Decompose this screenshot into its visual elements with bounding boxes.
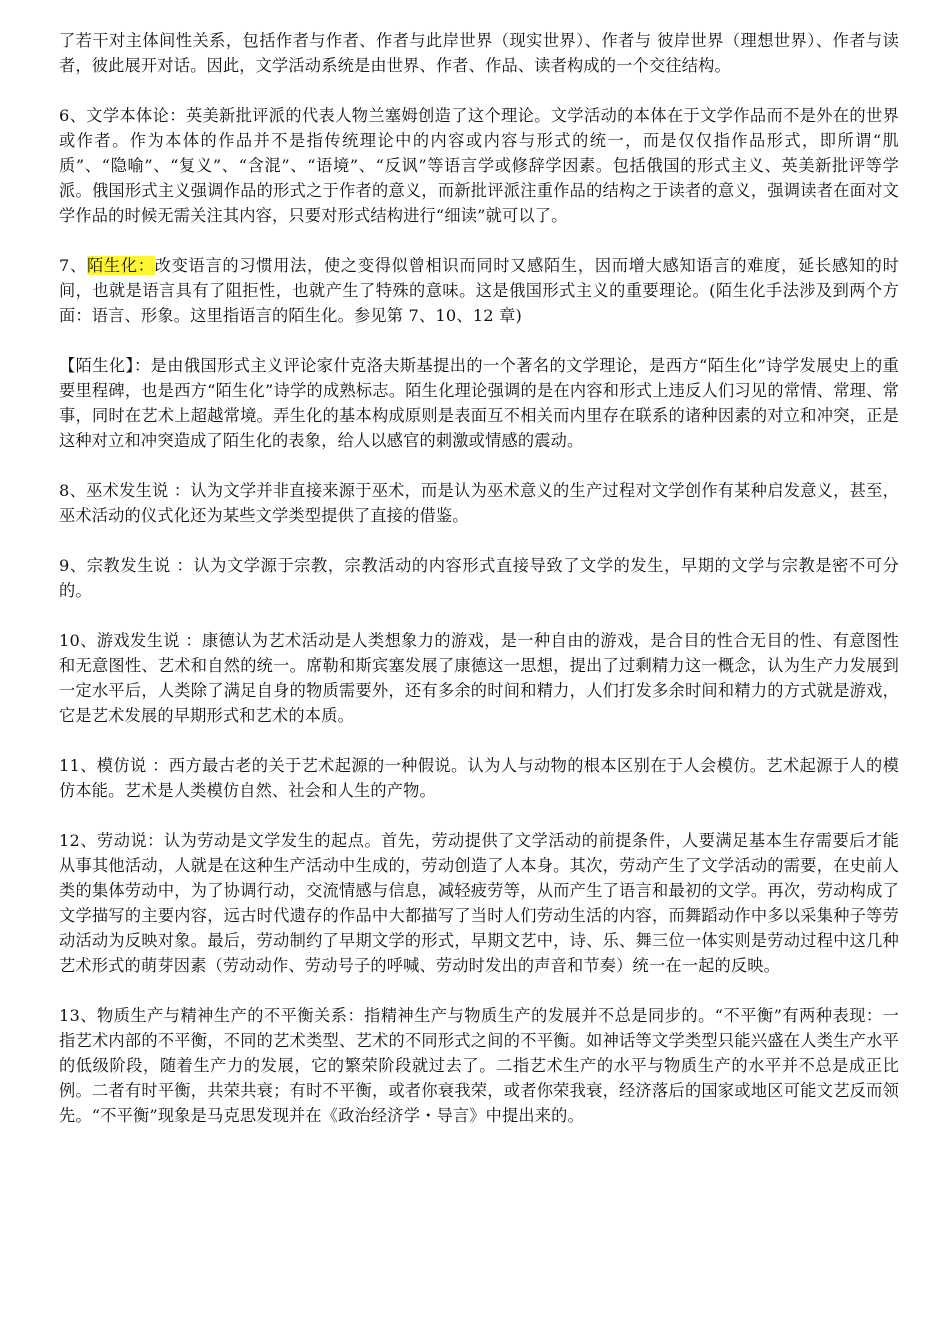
- document-page: [59, 28, 899, 1153]
- paragraph-religion-origin: 9、宗教发生说 ：认为文学源于宗教，宗教活动的内容形式直接导致了文学的发生，早期的文学与宗教是密不可分的。: [59, 556, 899, 600]
- paragraph-literary-ontology: 6、文学本体论：英美新批评派的代表人物兰塞姆创造了这个理论。文学活动的本体在于文学作品而不是外在的世界或作者。作为本体的作品并不是指传统理论中的内容或内容与形式的统一，而是仅仅指作品形式，即所谓“肌质”、“隐喻”、“复义”、“含混”、“语境”、“反讽”等语言学或修辞学因素。包括俄国的形式主义、英美新批评等学派。俄国形式主义强调作品的形式之于作者的意义，而新批评派注重作品的结构之于读者的意义，强调读者在面对文学作品的时候无需关注其内容，只要对形式结构进行“细读”就可以了。: [59, 106, 899, 225]
- paragraph-play-origin: 10、游戏发生说 ：康德认为艺术活动是人类想象力的游戏，是一种自由的游戏，是合目的性合无目的性、有意图性和无意图性、艺术和自然的统一。席勒和斯宾塞发展了康德这一思想，提出了过剩精力这一概念，认为生产力发展到一定水平后，人类除了满足自身的物质需要外，还有多余的时间和精力，人们打发多余时间和精力的方式就是游戏，它是艺术发展的早期形式和艺术的本质。: [59, 631, 899, 725]
- paragraph-defamiliarization-note: 【陌生化】：是由俄国形式主义评论家什克洛夫斯基提出的一个著名的文学理论，是西方“陌生化”诗学发展史上的重要里程碑，也是西方“陌生化”诗学的成熟标志。陌生化理论强调的是在内容和形式上违反人们习见的常情、常理、常事，同时在艺术上超越常境。弄生化的基本构成原则是表面互不相关而内里存在联系的诸种因素的对立和冲突，正是这种对立和冲突造成了陌生化的表象，给人以感官的刺激或情感的震动。: [59, 356, 899, 450]
- paragraph-defamiliarization: [59, 253, 899, 328]
- highlighted-term: 陌生化：: [86, 256, 155, 275]
- paragraph-labor-theory: 12、劳动说：认为劳动是文学发生的起点。首先，劳动提供了文学活动的前提条件，人要满足基本生存需要后才能从事其他活动，人就是在这种生产活动中生成的，劳动创造了人本身。其次，劳动产生了文学活动的需要，在史前人类的集体劳动中，为了协调行动，交流情感与信息，减轻疲劳等，从而产生了语言和最初的文学。再次，劳动构成了文学描写的主要内容，远古时代遗存的作品中大都描写了当时人们劳动生活的内容，而舞蹈动作中多以采集种子等劳动活动为反映对象。最后，劳动制约了早期文学的形式，早期文艺中，诗、乐、舞三位一体实则是劳动过程中这几种艺术形式的萌芽因素（劳动动作、劳动号子的呼喊、劳动时发出的声音和节奏）统一在一起的反映。: [59, 831, 899, 975]
- paragraph-number: 7、: [59, 256, 87, 275]
- paragraph-imitation-theory: 11、模仿说 ：西方最古老的关于艺术起源的一种假说。认为人与动物的根本区别在于人会模仿。艺术起源于人的模仿本能。艺术是人类模仿自然、社会和人生的产物。: [59, 756, 899, 800]
- paragraph-witchcraft-origin: 8、巫术发生说 ：认为文学并非直接来源于巫术，而是认为巫术意义的生产过程对文学创作有某种启发意义，甚至，巫术活动的仪式化还为某些文学类型提供了直接的借鉴。: [59, 481, 899, 525]
- paragraph-intersubjectivity: 了若干对主体间性关系，包括作者与作者、作者与此岸世界（现实世界）、作者与 彼岸世界（理想世界）、作者与读者，彼此展开对话。因此，文学活动系统是由世界、作者、作品、读者构成的一个交往结构。: [59, 31, 899, 75]
- paragraph-body: 改变语言的习惯用法，使之变得似曾相识而同时又感陌生，因而增大感知语言的难度，延长感知的时间，也就是语言具有了阻拒性，也就产生了特殊的意味。这是俄国形式主义的重要理论。(陌生化手法涉及到两个方面：语言、形象。这里指语言的陌生化。参见第 7、10、12 章): [59, 256, 899, 325]
- paragraph-uneven-production: 13、物质生产与精神生产的不平衡关系：指精神生产与物质生产的发展并不总是同步的。“不平衡”有两种表现：一指艺术内部的不平衡，不同的艺术类型、艺术的不同形式之间的不平衡。如神话等文学类型只能兴盛在人类生产水平的低级阶段，随着生产力的发展，它的繁荣阶段就过去了。二指艺术生产的水平与物质生产的水平并不总是成正比例。二者有时平衡，共荣共衰；有时不平衡，或者你衰我荣，或者你荣我衰，经济落后的国家或地区可能文艺反而领先。“不平衡”现象是马克思发现并在《政治经济学・导言》中提出来的。: [59, 1006, 899, 1125]
